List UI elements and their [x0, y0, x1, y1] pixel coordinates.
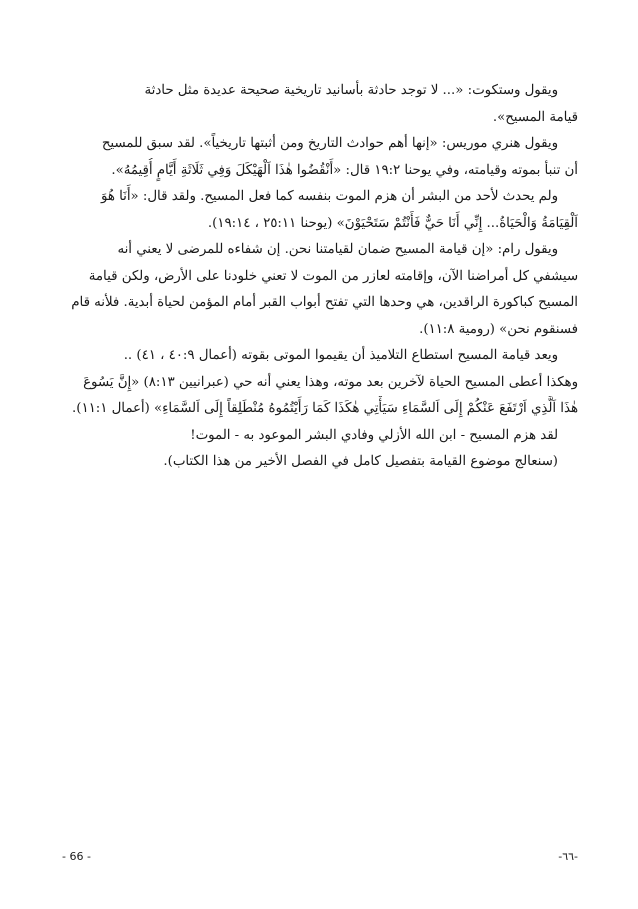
text-line: هٰذَا اَلَّذِي اَرْتَفَعَ عَنْكُمْ إِلَى اَلسَّمَاءِ سَيَأْتِي هٰكَذَا كَمَا رَأَيْتُمُوهُ مُنْطَلِقاً إِلَى اَلسَّمَاءِ» (أعمال ١١:١).	[72, 401, 578, 416]
text-line: فسنقوم نحن» (رومية ١١:٨).	[419, 321, 578, 337]
page-number-latin: - 66 -	[62, 850, 91, 863]
text-line: وهكذا أعطى المسيح الحياة لآخرين بعد موته، وهذا يعني أنه حي (عبرانيين ٨:١٣) «إِنَّ يَسُوعَ	[83, 374, 578, 390]
text-line: اَلْقِيَامَةُ وَالْحَيَاةُ... إِنِّي أَنَا حَيٌّ فَأَنْتُمْ سَتَحْيَوْنَ» (يوحنا ٢٥:١١ ، ١٩:١٤).	[207, 215, 578, 231]
page-body	[62, 78, 578, 476]
text-line: ولم يحدث لأحد من البشر أن هزم الموت بنفسه كما فعل المسيح. ولقد قال: «أَنَا هُوَ	[101, 189, 558, 204]
text-line: أن تنبأ بموته وقيامته، وفي يوحنا ١٩:٢ قال: «أَنْقُضُوا هٰذَا اَلْهَيْكَلَ وَفِي ثَلَاثَةِ أَيَّامٍ أُقِيمُهُ».	[111, 162, 578, 178]
page-number-arabic: -٦٦-	[558, 850, 578, 863]
text-line: ويعد قيامة المسيح استطاع التلاميذ أن يقيموا الموتى بقوته (أعمال ٤٠:٩ ، ٤١) ..	[123, 348, 558, 363]
text-line: المسيح كباكورة الراقدين، هي وحدها التي تفتح أبواب القبر أمام المؤمن لحياة أبدية. فلأنه قام	[71, 295, 578, 310]
text-line: ويقول وستكوت: «... لا توجد حادثة بأسانيد تاريخية صحيحة عديدة مثل حادثة	[144, 83, 558, 98]
text-line: (سنعالج موضوع القيامة بتفصيل كامل في الفصل الأخير من هذا الكتاب).	[163, 454, 558, 469]
text-line: سيشفي كل أمراضنا الآن، وإقامته لعازر من الموت لا تعني خلودنا على الأرض، ولكن قيامة	[88, 268, 578, 284]
text-line: ويقول رام: «إن قيامة المسيح ضمان لقيامتنا نحن. إن شفاءه للمرضى لا يعني أنه	[117, 242, 558, 257]
text-line: ويقول هنري موريس: «إنها أهم حوادث التاريخ ومن أثبتها تاريخياً». لقد سبق للمسيح	[101, 136, 558, 151]
text-line: قيامة المسيح».	[492, 109, 578, 125]
text-line: لقد هزم المسيح - ابن الله الأزلي وفادي البشر الموعود به - الموت!	[190, 427, 558, 443]
